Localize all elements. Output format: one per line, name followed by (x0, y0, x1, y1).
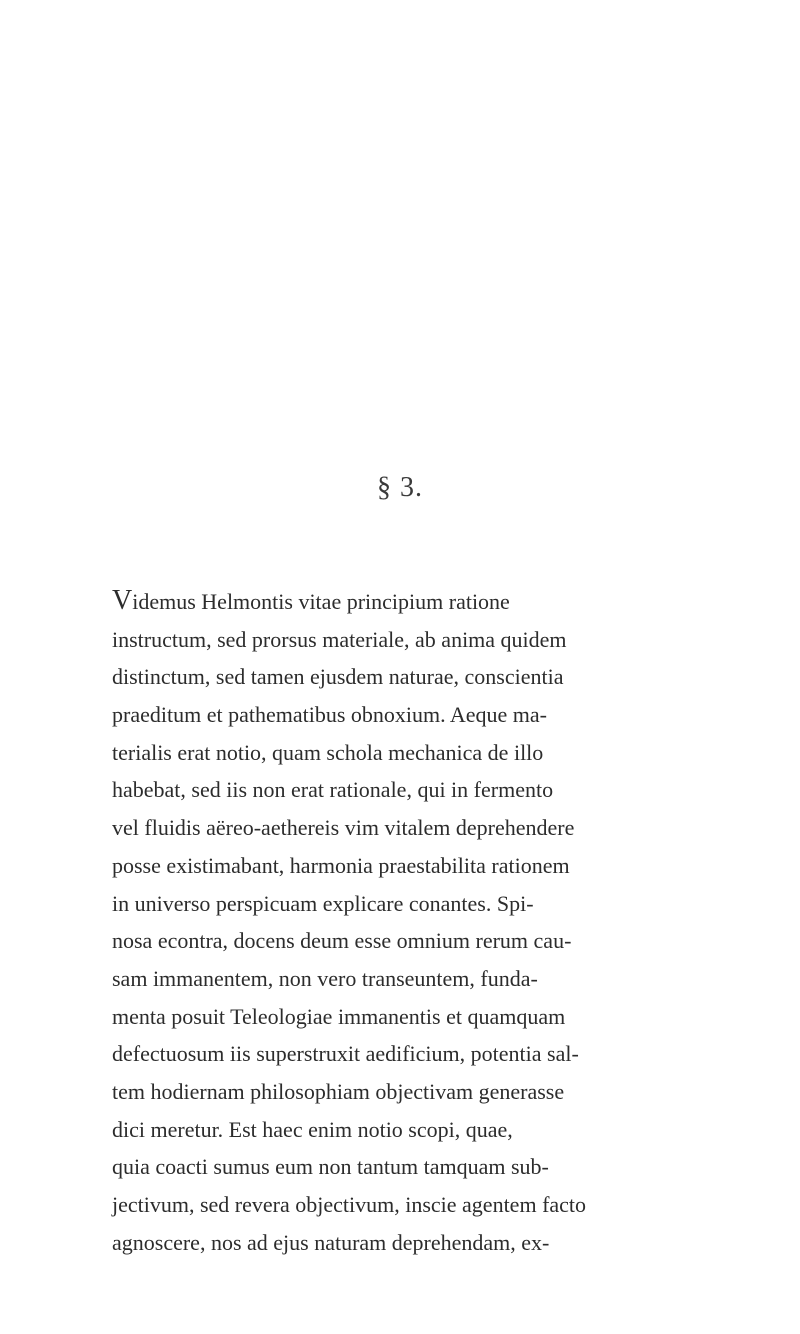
text-line: nosa econtra, docens deum esse omnium rerum cau- (112, 928, 572, 954)
text-line: menta posuit Teleologiae immanentis et quamquam (112, 1003, 566, 1029)
text-line: posse existimabant, harmonia praestabilita rationem (112, 852, 570, 878)
text-line: terialis erat notio, quam schola mechanica de illo (112, 739, 544, 765)
text-line-1-content: idemus Helmontis vitae principium ratione (132, 589, 510, 614)
text-line: distinctum, sed tamen ejusdem naturae, conscientia (112, 664, 564, 690)
text-line: dici meretur. Est haec enim notio scopi, quae, (112, 1116, 513, 1142)
text-line: quia coacti sumus eum non tantum tamquam sub- (112, 1154, 549, 1180)
text-line-1 (112, 583, 800, 621)
text-line: instructum, sed prorsus materiale, ab anima quidem (112, 626, 567, 652)
text-line: tem hodiernam philosophiam objectivam generasse (112, 1078, 565, 1104)
text-line: jectivum, sed revera objectivum, inscie agentem facto (112, 1192, 587, 1217)
dropcap-letter: V (112, 585, 133, 616)
text-line: agnoscere, nos ad ejus naturam deprehendam, ex- (112, 1229, 550, 1255)
text-line: defectuosum iis superstruxit aedificium, potentia sal- (112, 1041, 579, 1067)
text-line: sam immanentem, non vero transeuntem, funda- (112, 965, 538, 991)
text-line: praeditum et pathematibus obnoxium. Aeque ma- (112, 702, 548, 728)
body-paragraph (112, 583, 800, 1261)
text-line: vel fluidis aëreo-aethereis vim vitalem deprehendere (112, 815, 575, 841)
text-line: habebat, sed iis non erat rationale, qui in fermento (112, 777, 554, 803)
section-heading: § 3. (377, 472, 423, 503)
text-line: in universo perspicuam explicare conantes. Spi- (112, 890, 534, 916)
